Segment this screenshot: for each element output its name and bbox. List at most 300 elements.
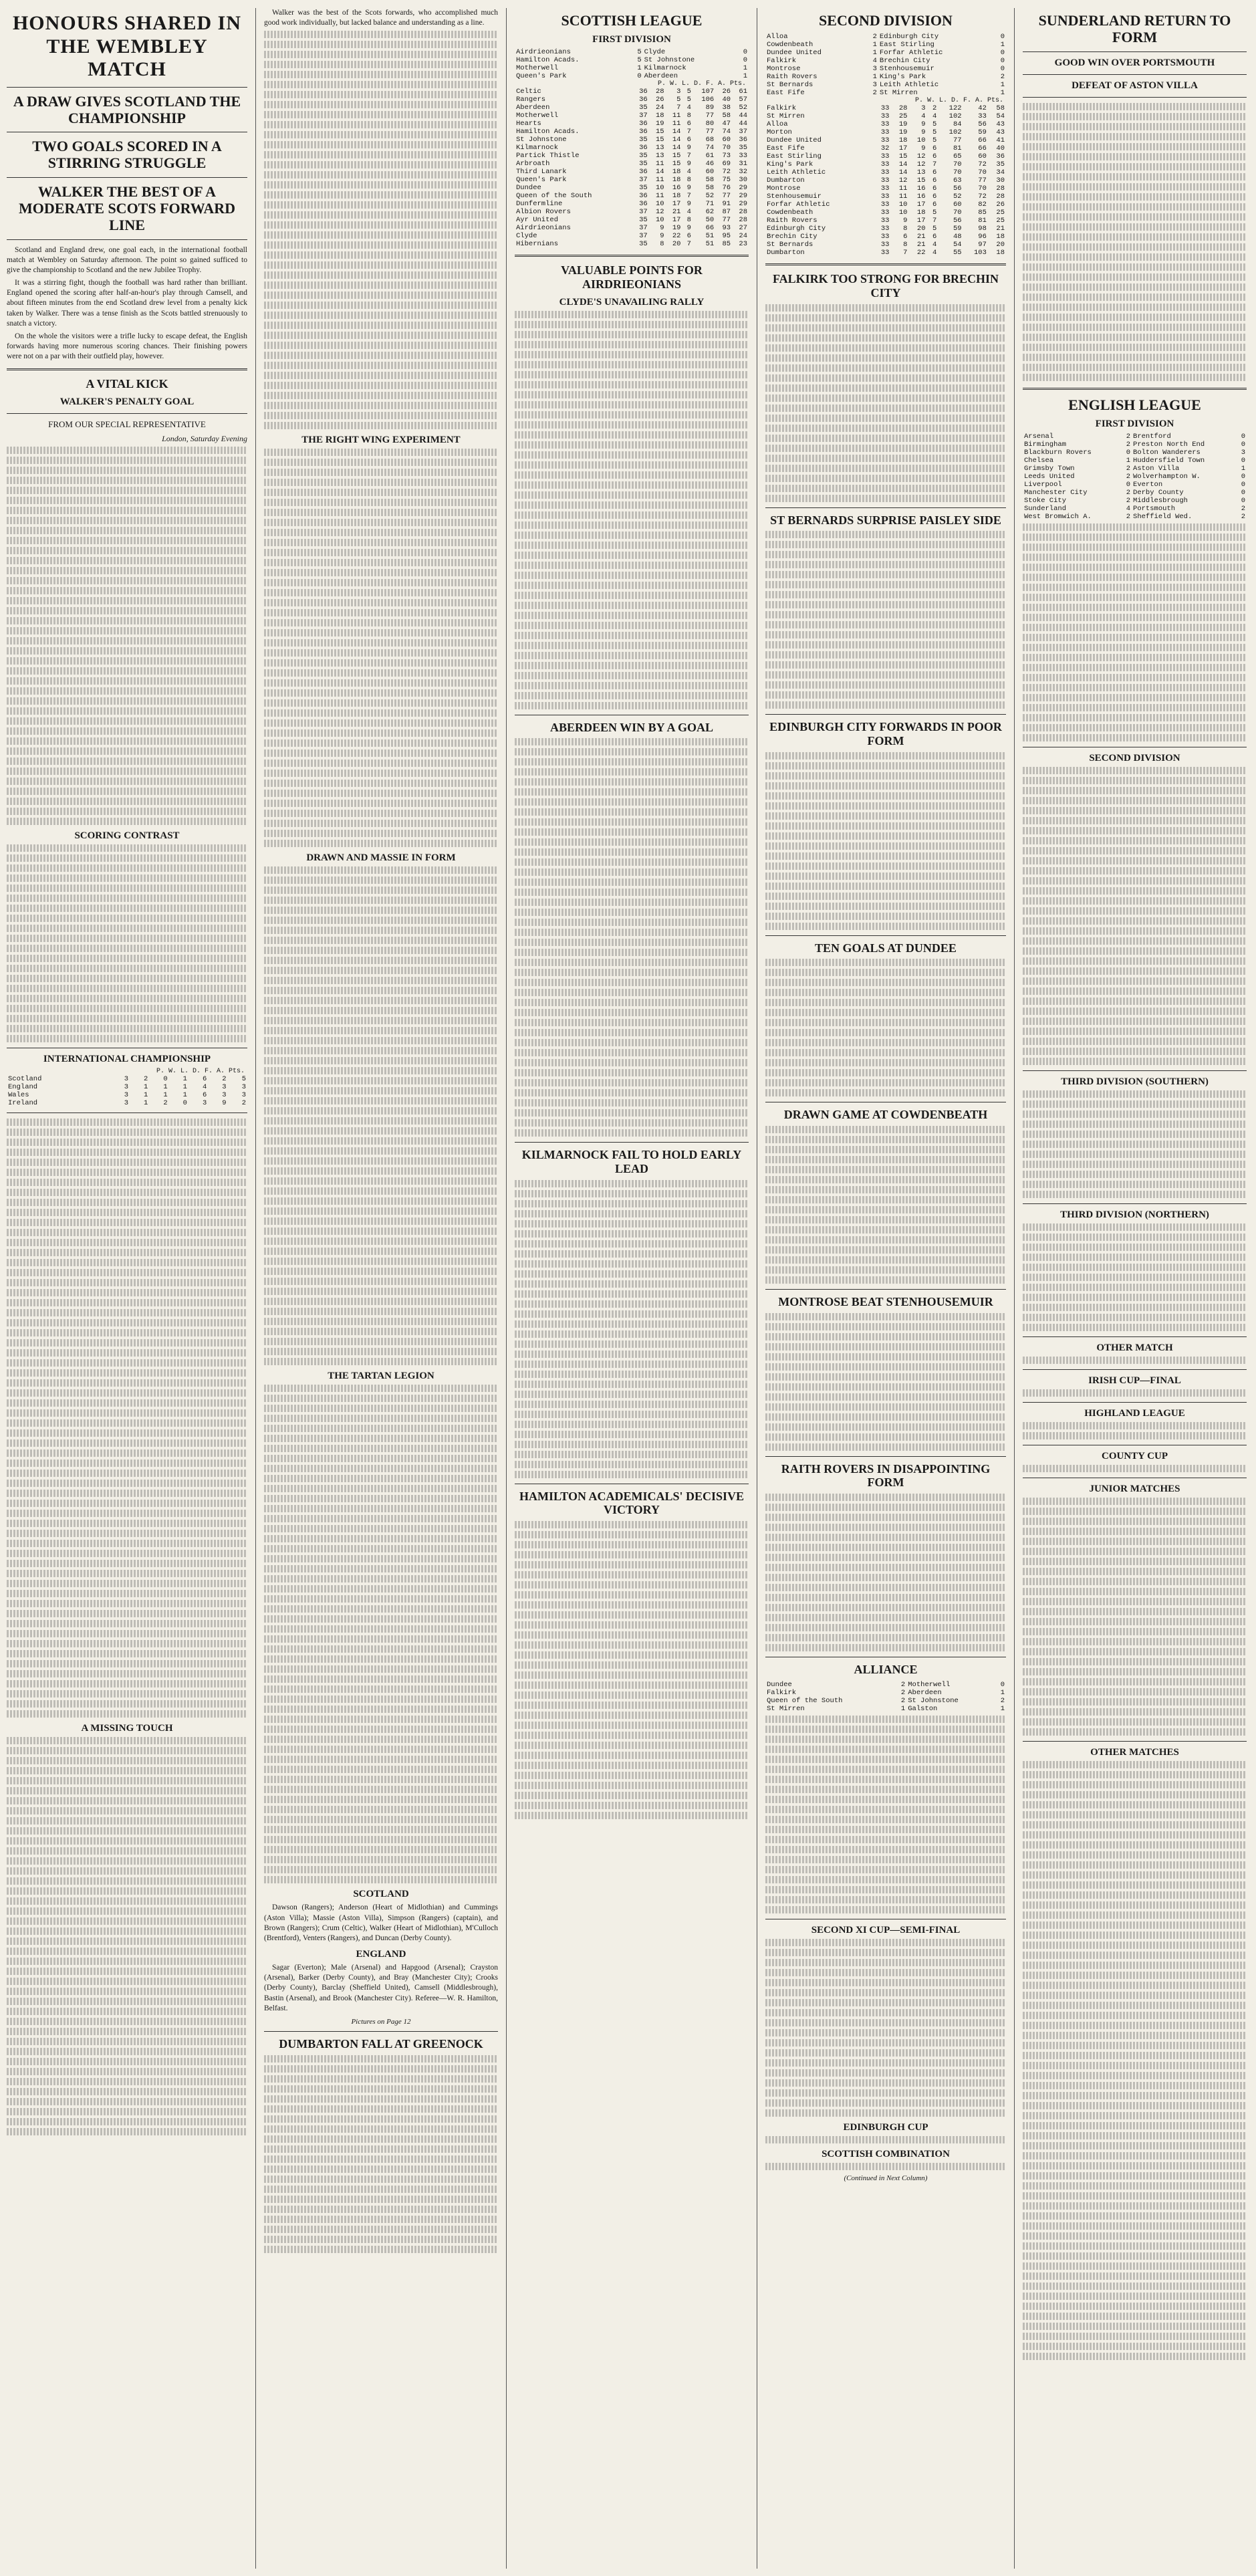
team-name: Grimsby Town bbox=[1024, 464, 1075, 473]
stat-cell: 52 bbox=[953, 193, 962, 201]
team-name: Falkirk bbox=[767, 1688, 797, 1697]
result-row bbox=[765, 57, 1006, 65]
stat-cell: 98 bbox=[978, 225, 987, 233]
team-name: Partick Thistle bbox=[516, 152, 580, 160]
stat-cell: 33 bbox=[880, 193, 890, 201]
stat-cell: 11 bbox=[656, 160, 664, 168]
stat-cell: 5 bbox=[241, 1075, 246, 1084]
summary-paragraph: It was a stirring fight, though the football was hard rather than brilliant. England opened the scoring after half-an-hour's play through Camsell, and about fifteen minutes from the end Scotland drew level from a penalty kick taken by Walker. There was a tense finish as the Scots battled strenuously to snatch a victory. bbox=[7, 279, 247, 328]
team-name: Motherwell bbox=[908, 1680, 951, 1689]
article-body bbox=[765, 1126, 1006, 1284]
score-cell: 0 bbox=[743, 48, 747, 57]
byline-intro: FROM OUR SPECIAL REPRESENTATIVE bbox=[48, 419, 206, 430]
table-row bbox=[515, 192, 749, 200]
table-row bbox=[765, 185, 1006, 193]
stat-cell: 87 bbox=[722, 208, 731, 217]
stat-cell: 84 bbox=[953, 120, 962, 129]
stat-cell: 17 bbox=[916, 217, 926, 225]
stat-cell: 5 bbox=[676, 96, 681, 104]
team-name: Montrose bbox=[767, 185, 801, 193]
stat-cell: 37 bbox=[639, 208, 648, 217]
divider bbox=[765, 714, 1006, 715]
stat-cell: 3 bbox=[124, 1099, 129, 1108]
article-body bbox=[515, 1521, 749, 1819]
article-body bbox=[515, 738, 749, 1137]
stat-cell: 4 bbox=[686, 168, 691, 177]
international-championship-title: INTERNATIONAL CHAMPIONSHIP bbox=[43, 1054, 211, 1065]
score-cell: 2 bbox=[900, 1696, 906, 1705]
team-name: St Bernards bbox=[767, 241, 813, 249]
stat-cell: 33 bbox=[880, 160, 890, 169]
stat-cell: 7 bbox=[686, 240, 691, 249]
team-name: Queen's Park bbox=[516, 72, 567, 81]
result-row bbox=[765, 1681, 1006, 1689]
stat-cell: 58 bbox=[722, 112, 731, 120]
divider bbox=[7, 87, 247, 88]
stat-cell: 21 bbox=[996, 225, 1005, 233]
team-name: Hamilton Acads. bbox=[516, 128, 580, 136]
stat-cell: 1 bbox=[182, 1075, 187, 1084]
stat-cell: 93 bbox=[722, 224, 731, 233]
team-name: England bbox=[8, 1083, 38, 1092]
scotland-team-list: Dawson (Rangers); Anderson (Heart of Midlothian) and Cummings (Aston Villa); Massie (Aston Villa), Simpson (Rangers) (captain), and Brown (Rangers); Crum (Celtic), Walker (Heart of Midlothian), M'Culloch (Brentford), Venters (Rangers), and Duncan (Derby County). bbox=[264, 1903, 498, 1942]
score-cell: 2 bbox=[1126, 464, 1131, 473]
stat-cell: 18 bbox=[996, 233, 1005, 241]
stat-cell: 33 bbox=[880, 233, 890, 241]
stat-cell: 28 bbox=[739, 208, 747, 217]
highland-league-title: HIGHLAND LEAGUE bbox=[1084, 1407, 1185, 1419]
team-name: Galston bbox=[908, 1704, 938, 1713]
pictures-note: Pictures on Page 12 bbox=[351, 2017, 411, 2026]
divider bbox=[1023, 1369, 1247, 1370]
stat-cell: 26 bbox=[656, 96, 664, 104]
stat-cell: 40 bbox=[722, 96, 731, 104]
team-name: Cowdenbeath bbox=[767, 209, 813, 217]
stat-cell: 17 bbox=[916, 201, 926, 209]
stat-cell: 16 bbox=[916, 193, 926, 201]
result-row bbox=[765, 1705, 1006, 1713]
stat-cell: 31 bbox=[739, 160, 747, 168]
stat-cell: 95 bbox=[722, 232, 731, 241]
result-row bbox=[765, 1697, 1006, 1705]
score-cell: 1 bbox=[872, 73, 877, 82]
stat-cell: 9 bbox=[660, 224, 664, 233]
table-row bbox=[7, 1075, 247, 1083]
stat-cell: 26 bbox=[996, 201, 1005, 209]
stat-cell: 3 bbox=[124, 1075, 129, 1084]
divider bbox=[264, 2031, 498, 2032]
stat-cell: 1 bbox=[163, 1083, 168, 1092]
other-matches-title: OTHER MATCHES bbox=[1090, 1746, 1179, 1758]
divider bbox=[7, 239, 247, 240]
stat-cell: 36 bbox=[639, 128, 648, 136]
table-header: P. W. L. D. F. A. Pts. bbox=[657, 80, 746, 88]
stat-cell: 14 bbox=[672, 136, 681, 144]
stat-cell: 58 bbox=[996, 104, 1005, 113]
team-name: Manchester City bbox=[1024, 488, 1088, 497]
score-cell: 2 bbox=[872, 33, 877, 41]
table-header: P. W. L. D. F. A. Pts. bbox=[156, 1068, 245, 1076]
stat-cell: 6 bbox=[932, 168, 937, 177]
team-name: Arbroath bbox=[516, 160, 550, 168]
stat-cell: 3 bbox=[921, 104, 926, 113]
stat-cell: 35 bbox=[996, 160, 1005, 169]
stat-cell: 18 bbox=[898, 136, 908, 145]
score-cell: 1 bbox=[1241, 464, 1245, 473]
stat-cell: 25 bbox=[898, 112, 908, 121]
team-name: St Mirren bbox=[767, 1704, 805, 1713]
divider bbox=[765, 507, 1006, 508]
team-name: Dundee United bbox=[767, 49, 822, 57]
stat-cell: 76 bbox=[722, 184, 731, 193]
result-row bbox=[1023, 497, 1247, 505]
column-rule bbox=[255, 8, 256, 2569]
deck-2: TWO GOALS SCORED IN A STIRRING STRUGGLE bbox=[32, 138, 222, 172]
stat-cell: 20 bbox=[916, 225, 926, 233]
stat-cell: 14 bbox=[672, 128, 681, 136]
result-row bbox=[1023, 449, 1247, 457]
section-tartan-legion: THE TARTAN LEGION bbox=[328, 1371, 434, 1382]
table-row bbox=[765, 120, 1006, 128]
stat-cell: 9 bbox=[660, 232, 664, 241]
score-cell: 0 bbox=[1241, 480, 1245, 489]
stat-cell: 7 bbox=[932, 217, 937, 225]
section-scoring-contrast: SCORING CONTRAST bbox=[74, 830, 180, 842]
team-name: East Fife bbox=[767, 144, 805, 153]
stat-cell: 82 bbox=[978, 201, 987, 209]
stat-cell: 28 bbox=[996, 193, 1005, 201]
stat-cell: 33 bbox=[880, 201, 890, 209]
team-name: Birmingham bbox=[1024, 440, 1067, 449]
stat-cell: 43 bbox=[996, 120, 1005, 129]
team-name: Bolton Wanderers bbox=[1133, 448, 1201, 457]
result-row bbox=[1023, 481, 1247, 489]
section-right-wing: THE RIGHT WING EXPERIMENT bbox=[301, 435, 461, 446]
team-name: Chelsea bbox=[1024, 456, 1054, 465]
stat-cell: 25 bbox=[996, 217, 1005, 225]
english-league-title: ENGLISH LEAGUE bbox=[1068, 396, 1201, 413]
stat-cell: 35 bbox=[639, 184, 648, 193]
team-name: East Stirling bbox=[879, 41, 934, 49]
story-headline: TEN GOALS AT DUNDEE bbox=[815, 941, 957, 955]
stat-cell: 4 bbox=[932, 241, 937, 249]
team-name: Forfar Athletic bbox=[879, 49, 943, 57]
table-row bbox=[515, 232, 749, 240]
stat-cell: 12 bbox=[916, 152, 926, 161]
stat-cell: 10 bbox=[656, 184, 664, 193]
stat-cell: 1 bbox=[163, 1091, 168, 1100]
stat-cell: 8 bbox=[686, 112, 691, 120]
stat-cell: 56 bbox=[953, 217, 962, 225]
team-name: Aberdeen bbox=[644, 72, 678, 81]
team-name: Falkirk bbox=[767, 57, 797, 66]
article-body bbox=[765, 531, 1006, 709]
score-cell: 0 bbox=[1241, 456, 1245, 465]
score-cell: 5 bbox=[637, 48, 642, 57]
article-body bbox=[264, 449, 498, 847]
score-cell: 0 bbox=[1126, 448, 1131, 457]
table-row bbox=[765, 241, 1006, 249]
stat-cell: 44 bbox=[739, 112, 747, 120]
stat-cell: 68 bbox=[705, 136, 715, 144]
stat-cell: 6 bbox=[202, 1075, 207, 1084]
team-name: Wales bbox=[8, 1091, 29, 1100]
stat-cell: 21 bbox=[916, 233, 926, 241]
stat-cell: 11 bbox=[656, 176, 664, 185]
table-row bbox=[515, 168, 749, 176]
team-name: King's Park bbox=[767, 160, 813, 169]
article-body bbox=[765, 1939, 1006, 2117]
stat-cell: 10 bbox=[898, 201, 908, 209]
stat-cell: 1 bbox=[182, 1091, 187, 1100]
story-headline: MONTROSE BEAT STENHOUSEMUIR bbox=[778, 1295, 993, 1309]
stat-cell: 33 bbox=[880, 177, 890, 185]
second-division-title: SECOND DIVISION bbox=[819, 12, 953, 29]
team-name: Dumbarton bbox=[767, 249, 805, 257]
stat-cell: 70 bbox=[978, 185, 987, 193]
team-name: Liverpool bbox=[1024, 480, 1062, 489]
stat-cell: 28 bbox=[996, 185, 1005, 193]
stat-cell: 77 bbox=[978, 177, 987, 185]
stat-cell: 61 bbox=[705, 152, 715, 160]
stat-cell: 32 bbox=[739, 168, 747, 177]
divider bbox=[1023, 97, 1247, 98]
stat-cell: 4 bbox=[686, 208, 691, 217]
article-body bbox=[765, 1313, 1006, 1451]
stat-cell: 36 bbox=[739, 136, 747, 144]
team-name: St Mirren bbox=[879, 89, 918, 98]
stat-cell: 55 bbox=[953, 249, 962, 257]
stat-cell: 65 bbox=[953, 152, 962, 161]
stat-cell: 122 bbox=[949, 104, 962, 113]
divider bbox=[765, 1456, 1006, 1457]
stat-cell: 33 bbox=[880, 152, 890, 161]
stat-cell: 2 bbox=[932, 104, 937, 113]
story-headline: DRAWN GAME AT COWDENBEATH bbox=[783, 1108, 988, 1122]
score-cell: 2 bbox=[1241, 504, 1245, 513]
score-cell: 5 bbox=[637, 56, 642, 65]
stat-cell: 36 bbox=[996, 152, 1005, 161]
third-division-southern-title: THIRD DIVISION (SOUTHERN) bbox=[1061, 1076, 1209, 1087]
stat-cell: 43 bbox=[996, 128, 1005, 137]
stat-cell: 77 bbox=[722, 216, 731, 225]
third-division-northern-title: THIRD DIVISION (NORTHERN) bbox=[1060, 1209, 1209, 1220]
article-body bbox=[765, 959, 1006, 1096]
stat-cell: 36 bbox=[639, 120, 648, 128]
stat-cell: 16 bbox=[672, 184, 681, 193]
league-table bbox=[1023, 523, 1247, 741]
table-row bbox=[7, 1091, 247, 1099]
divider bbox=[1023, 1336, 1247, 1337]
score-cell: 0 bbox=[1241, 472, 1245, 481]
table-row bbox=[515, 184, 749, 192]
stat-cell: 106 bbox=[701, 96, 715, 104]
score-cell: 1 bbox=[872, 41, 877, 49]
team-name: East Fife bbox=[767, 89, 805, 98]
stat-cell: 52 bbox=[705, 192, 715, 201]
stat-cell: 6 bbox=[932, 152, 937, 161]
stat-cell: 8 bbox=[903, 241, 908, 249]
stat-cell: 9 bbox=[686, 144, 691, 152]
team-name: Stenhousemuir bbox=[879, 65, 934, 74]
result-row bbox=[765, 33, 1006, 41]
stat-cell: 54 bbox=[996, 112, 1005, 121]
result-row bbox=[1023, 433, 1247, 441]
score-cell: 2 bbox=[1126, 472, 1131, 481]
result-row bbox=[515, 72, 749, 80]
stat-cell: 72 bbox=[722, 168, 731, 177]
stat-cell: 85 bbox=[978, 209, 987, 217]
team-name: Derby County bbox=[1133, 488, 1184, 497]
divider bbox=[765, 263, 1006, 265]
scottish-league-title: SCOTTISH LEAGUE bbox=[561, 12, 703, 29]
stat-cell: 32 bbox=[880, 144, 890, 153]
story-headline: EDINBURGH CITY FORWARDS IN POOR FORM bbox=[769, 720, 1002, 748]
divider bbox=[765, 935, 1006, 936]
summary-paragraph: Scotland and England drew, one goal each, in the international football match at Wembley on Saturday afternoon. The point so gained sufficed to give the championship to Scotland and the new Jubilee Trophy. bbox=[7, 245, 247, 274]
table-row bbox=[7, 1099, 247, 1107]
stat-cell: 17 bbox=[672, 216, 681, 225]
stat-cell: 6 bbox=[932, 177, 937, 185]
stat-cell: 3 bbox=[676, 88, 681, 96]
table-row bbox=[515, 104, 749, 112]
stat-cell: 58 bbox=[705, 184, 715, 193]
article-body bbox=[7, 447, 247, 825]
article-body bbox=[765, 1494, 1006, 1651]
table-row bbox=[515, 200, 749, 208]
team-name: Arsenal bbox=[1024, 432, 1054, 441]
results-list bbox=[1023, 1498, 1247, 1736]
result-row bbox=[765, 89, 1006, 97]
stat-cell: 1 bbox=[182, 1083, 187, 1092]
table-row bbox=[515, 112, 749, 120]
stat-cell: 62 bbox=[705, 208, 715, 217]
stat-cell: 0 bbox=[182, 1099, 187, 1108]
sub-deck: WALKER'S PENALTY GOAL bbox=[59, 396, 195, 408]
international-table bbox=[7, 1075, 247, 1107]
article-body bbox=[515, 311, 749, 709]
stat-cell: 14 bbox=[898, 168, 908, 177]
stat-cell: 9 bbox=[686, 184, 691, 193]
team-name: St Bernards bbox=[767, 81, 813, 90]
score-cell: 2 bbox=[1000, 1696, 1005, 1705]
team-name: Alloa bbox=[767, 33, 788, 41]
table-row bbox=[765, 217, 1006, 225]
stat-cell: 33 bbox=[880, 136, 890, 145]
result-row bbox=[1023, 465, 1247, 473]
results-list bbox=[1023, 1761, 1247, 2360]
score-cell: 1 bbox=[872, 49, 877, 57]
stat-cell: 13 bbox=[656, 144, 664, 152]
divider bbox=[1023, 74, 1247, 75]
continued-note: (Continued in Next Column) bbox=[844, 2174, 928, 2182]
stat-cell: 35 bbox=[639, 104, 648, 112]
deck-3: WALKER THE BEST OF A MODERATE SCOTS FORWARD LINE bbox=[19, 183, 235, 234]
stat-cell: 26 bbox=[722, 88, 731, 96]
stat-cell: 14 bbox=[672, 144, 681, 152]
result-row bbox=[765, 41, 1006, 49]
dumbarton-headline: DUMBARTON FALL AT GREENOCK bbox=[279, 2036, 483, 2051]
stat-cell: 35 bbox=[639, 240, 648, 249]
stat-cell: 56 bbox=[978, 120, 987, 129]
stat-cell: 33 bbox=[880, 217, 890, 225]
score-cell: 4 bbox=[872, 57, 877, 66]
stat-cell: 3 bbox=[241, 1083, 246, 1092]
stat-cell: 40 bbox=[996, 144, 1005, 153]
team-name: Dunfermline bbox=[516, 200, 563, 209]
stat-cell: 33 bbox=[880, 249, 890, 257]
team-name: Huddersfield Town bbox=[1133, 456, 1205, 465]
stat-cell: 25 bbox=[996, 209, 1005, 217]
results-list bbox=[1023, 1223, 1247, 1331]
stat-cell: 56 bbox=[953, 185, 962, 193]
stat-cell: 9 bbox=[921, 144, 926, 153]
section-drawn-massie: DRAWN AND MASSIE IN FORM bbox=[306, 852, 456, 864]
stat-cell: 54 bbox=[953, 241, 962, 249]
stat-cell: 51 bbox=[705, 232, 715, 241]
table-row bbox=[765, 233, 1006, 241]
score-cell: 2 bbox=[1241, 512, 1245, 521]
stat-cell: 107 bbox=[701, 88, 715, 96]
divider bbox=[7, 413, 247, 414]
stat-cell: 10 bbox=[898, 209, 908, 217]
stat-cell: 3 bbox=[124, 1083, 129, 1092]
team-name: Aberdeen bbox=[516, 104, 550, 112]
stat-cell: 61 bbox=[739, 88, 747, 96]
score-cell: 0 bbox=[1241, 488, 1245, 497]
stat-cell: 24 bbox=[739, 232, 747, 241]
team-name: St Johnstone bbox=[908, 1696, 959, 1705]
stat-cell: 8 bbox=[686, 176, 691, 185]
stat-cell: 29 bbox=[739, 184, 747, 193]
team-name: Celtic bbox=[516, 88, 541, 96]
english-first-division-title: FIRST DIVISION bbox=[1095, 418, 1174, 429]
alliance-title: ALLIANCE bbox=[854, 1663, 918, 1677]
stat-cell: 18 bbox=[672, 168, 681, 177]
score-cell: 2 bbox=[900, 1688, 906, 1697]
result-row bbox=[765, 81, 1006, 89]
team-name: Wolverhampton W. bbox=[1133, 472, 1201, 481]
stat-cell: 35 bbox=[639, 152, 648, 160]
stat-cell: 44 bbox=[739, 120, 747, 128]
team-name: Everton bbox=[1133, 480, 1163, 489]
score-cell: 0 bbox=[1000, 33, 1005, 41]
stat-cell: 18 bbox=[672, 192, 681, 201]
stat-cell: 7 bbox=[903, 249, 908, 257]
stat-cell: 29 bbox=[739, 200, 747, 209]
score-cell: 2 bbox=[872, 89, 877, 98]
column-rule bbox=[506, 8, 507, 2569]
table-row bbox=[515, 208, 749, 216]
county-cup-title: COUNTY CUP bbox=[1101, 1450, 1168, 1461]
team-name: Rangers bbox=[516, 96, 546, 104]
stat-cell: 14 bbox=[656, 168, 664, 177]
team-name: Leith Athletic bbox=[767, 168, 826, 177]
team-name: St Johnstone bbox=[644, 56, 695, 65]
stat-cell: 73 bbox=[722, 152, 731, 160]
table-row bbox=[515, 136, 749, 144]
stat-cell: 19 bbox=[898, 128, 908, 137]
team-name: Portsmouth bbox=[1133, 504, 1176, 513]
table-row bbox=[765, 144, 1006, 152]
table-row bbox=[765, 112, 1006, 120]
stat-cell: 63 bbox=[953, 177, 962, 185]
stat-cell: 19 bbox=[656, 120, 664, 128]
stat-cell: 10 bbox=[916, 136, 926, 145]
team-name: Dundee bbox=[767, 1680, 792, 1689]
stat-cell: 1 bbox=[144, 1099, 148, 1108]
stat-cell: 28 bbox=[898, 104, 908, 113]
